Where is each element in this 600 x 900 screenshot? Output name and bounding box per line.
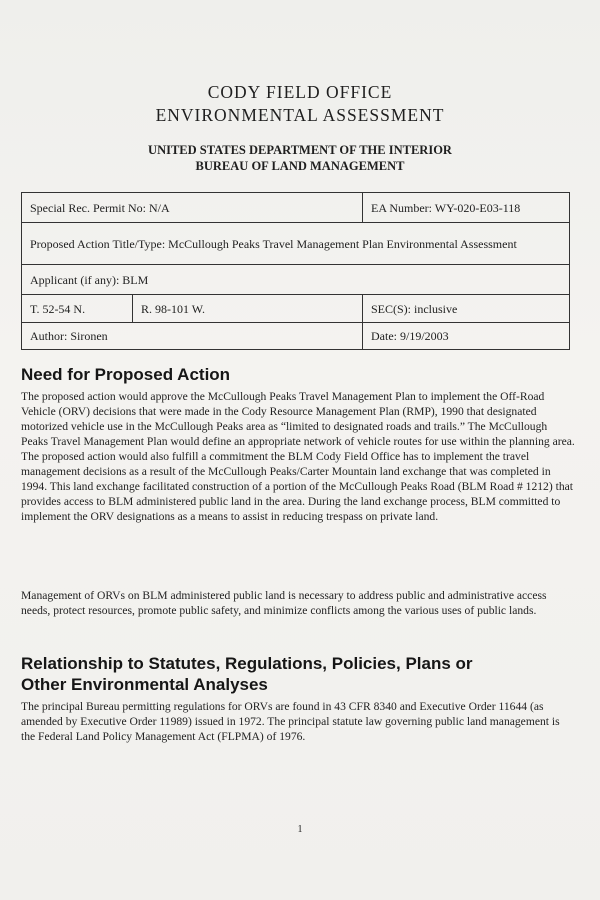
document-title-line2: ENVIRONMENTAL ASSESSMENT bbox=[155, 105, 445, 125]
section-heading-relationship-line2: Other Environmental Analyses bbox=[21, 675, 268, 694]
info-row-permit bbox=[22, 193, 569, 223]
section-heading-need: Need for Proposed Action bbox=[21, 365, 231, 384]
permit-cell: Special Rec. Permit No: N/A bbox=[30, 200, 170, 215]
township-cell: T. 52-54 N. bbox=[30, 301, 86, 316]
info-row-location bbox=[22, 295, 569, 323]
page-number: 1 bbox=[297, 824, 303, 835]
info-row-applicant bbox=[22, 265, 569, 295]
department-line2: BUREAU OF LAND MANAGEMENT bbox=[195, 159, 405, 173]
date-cell: Date: 9/19/2003 bbox=[362, 323, 569, 349]
department-line1: UNITED STATES DEPARTMENT OF THE INTERIOR bbox=[148, 143, 452, 157]
author-cell: Author: Sironen bbox=[30, 329, 108, 343]
info-table bbox=[21, 192, 570, 350]
action-title-cell: Proposed Action Title/Type: McCullough Peaks Travel Management Plan Environmental Assessment bbox=[30, 236, 517, 251]
need-paragraph-1: The proposed action would approve the McCullough Peaks Travel Management Plan to implement the Off-Road Vehicle (ORV) decisions that were made in the Cody Resource Management Plan (RMP), 1990 that designated motorized vehicle use in the McCullough Peaks area as “limited to designated roads and trails.” The McCullough Peaks Travel Management Plan would define an appropriate network of vehicle routes for use within the planning area. The proposed action would also fulfill a commitment the BLM Cody Field Office has to implement the travel management decisions as a result of the McCullough Peaks/Carter Mountain land exchange that was completed in 1994. This land exchange facilitated construction of a portion of the McCullough Peaks Road (BLM Road # 1212) that provides access to BLM administered public land in the area. During the land exchange process, BLM committed to implement the ORV designations as a means to assist in reducing trespass on private land. bbox=[21, 390, 575, 524]
range-cell: R. 98-101 W. bbox=[132, 295, 362, 322]
ea-number-cell: EA Number: WY-020-E03-118 bbox=[362, 193, 569, 222]
info-row-author bbox=[22, 323, 569, 349]
applicant-cell: Applicant (if any): BLM bbox=[30, 272, 149, 287]
info-row-action bbox=[22, 223, 569, 265]
sections-cell: SEC(S): inclusive bbox=[362, 295, 569, 322]
section-heading-relationship-line1: Relationship to Statutes, Regulations, Policies, Plans or bbox=[21, 654, 473, 673]
need-paragraph-2: Management of ORVs on BLM administered public land is necessary to address public and administrative access needs, protect resources, promote public safety, and minimize conflicts among the various uses of public lands. bbox=[21, 589, 547, 618]
relationship-paragraph-1: The principal Bureau permitting regulations for ORVs are found in 43 CFR 8340 and Executive Order 11644 (as amended by Executive Order 11989) issued in 1972. The principal statute law governing public land management is the Federal Land Policy Management Act (FLPMA) of 1976. bbox=[21, 700, 560, 744]
document-title-line1: CODY FIELD OFFICE bbox=[207, 82, 393, 102]
